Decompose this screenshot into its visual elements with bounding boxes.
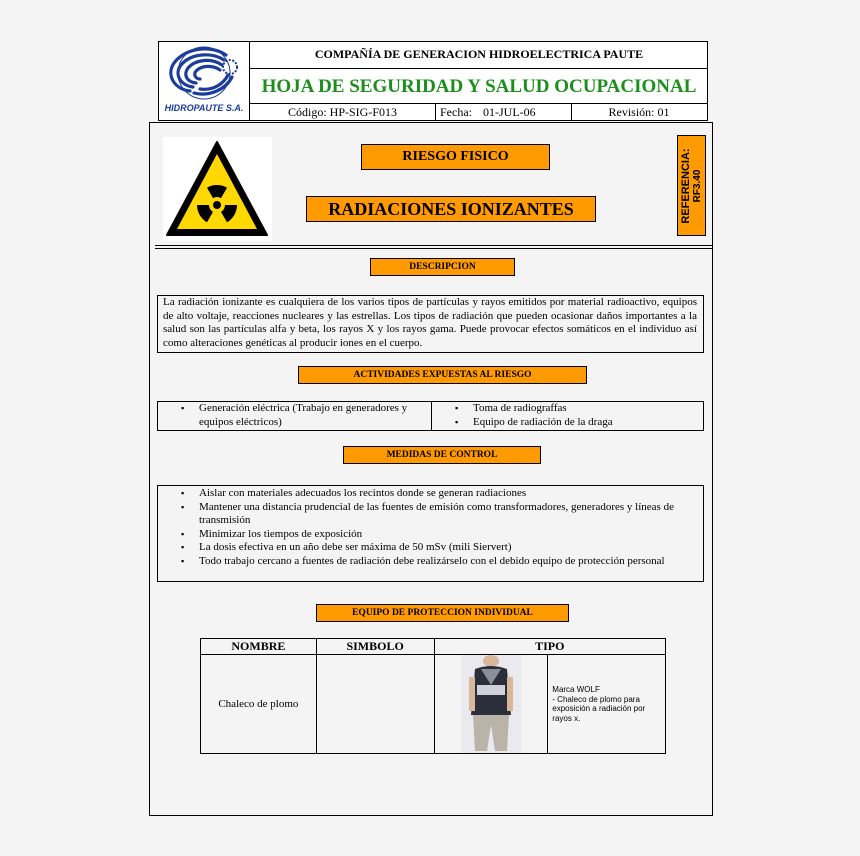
list-item: ▪ Generación eléctrica (Trabajo en generadores y equipos eléctricos) [158,402,430,429]
risk-name-label: RADIACIONES IONIZANTES [306,196,596,222]
list-item: ▪ Minimizar los tiempos de exposición [158,528,678,542]
reference-label: REFERENCIA: [679,147,692,224]
description-text: La radiación ionizante es cualquiera de los varios tipos de partículas y rayos emitidos por material radioactivo, equipos de alto voltaje, reacciones nucleares y las estrellas. Los tipos de radiación que pueden ocasionar daños importantes a la salud son las partículas alfa y beta, los rayos X y los rayos gama. Puede provocar efectos somáticos en el individuo así como alteraciones genéticas al producir iones en el cuerpo. [157,295,704,353]
list-item: ▪ La dosis efectiva en un año debe ser máxima de 50 mSv (mili Siervert) [158,541,678,555]
company-name: COMPAÑÍA DE GENERACION HIDROELECTRICA PAUTE [314,47,644,61]
column-header-tipo: TIPO [434,639,666,655]
list-item: ▪ Toma de radiograffas [432,402,703,416]
reference-code: RF3.40 [691,169,703,202]
radiation-warning-icon [163,137,272,241]
activities-left-list [158,402,430,429]
ppe-type-cell [548,655,666,754]
table-row [201,655,666,754]
ppe-symbol-cell [316,655,434,754]
ppe-name-cell: Chaleco de plomo [201,655,317,754]
date-label: Fecha: [440,105,472,119]
hidropaute-logo-icon [160,43,248,101]
list-item: ▪ Aislar con materiales adecuados los recintos donde se generan radiaciones [158,487,678,501]
reference-box [677,135,706,236]
column-header-nombre: NOMBRE [201,639,317,655]
ppe-section-title: EQUIPO DE PROTECCION INDIVIDUAL [316,604,569,622]
ppe-type-description: - Chaleco de plomo para exposición a radiación por rayos x. [552,694,646,723]
list-item: ▪ Mantener una distancia prudencial de las fuentes de emisión como transformadores, generadores y líneas de transmisión [158,501,678,528]
radiation-warning-sign [163,137,272,241]
ppe-brand: Marca WOLF [552,685,600,694]
risk-category-label: RIESGO FISICO [361,144,550,170]
list-item: ▪ Equipo de radiación de la draga [432,416,703,430]
company-logo [160,43,248,119]
lead-vest-photo [461,655,521,753]
date-value: 01-JUL-06 [483,105,536,119]
document-revision: Revisión: 01 [608,105,670,119]
logo-text: HIDROPAUTE S.A. [164,103,244,113]
page-title: HOJA DE SEGURIDAD Y SALUD OCUPACIONAL [261,76,697,97]
control-list [158,487,678,569]
document-code: Código: HP-SIG-F013 [287,105,397,119]
control-section-title: MEDIDAS DE CONTROL [343,446,541,464]
activities-section-title: ACTIVIDADES EXPUESTAS AL RIESGO [298,366,587,384]
description-section-title: DESCRIPCION [370,258,515,276]
document-date [440,105,570,120]
activities-right-list [432,402,703,429]
ppe-table [200,638,666,754]
ppe-image-cell [434,655,548,754]
column-header-simbolo: SIMBOLO [316,639,434,655]
list-item: ▪ Todo trabajo cercano a fuentes de radiación debe realizárselo con el debido equipo de protección personal [158,555,678,569]
